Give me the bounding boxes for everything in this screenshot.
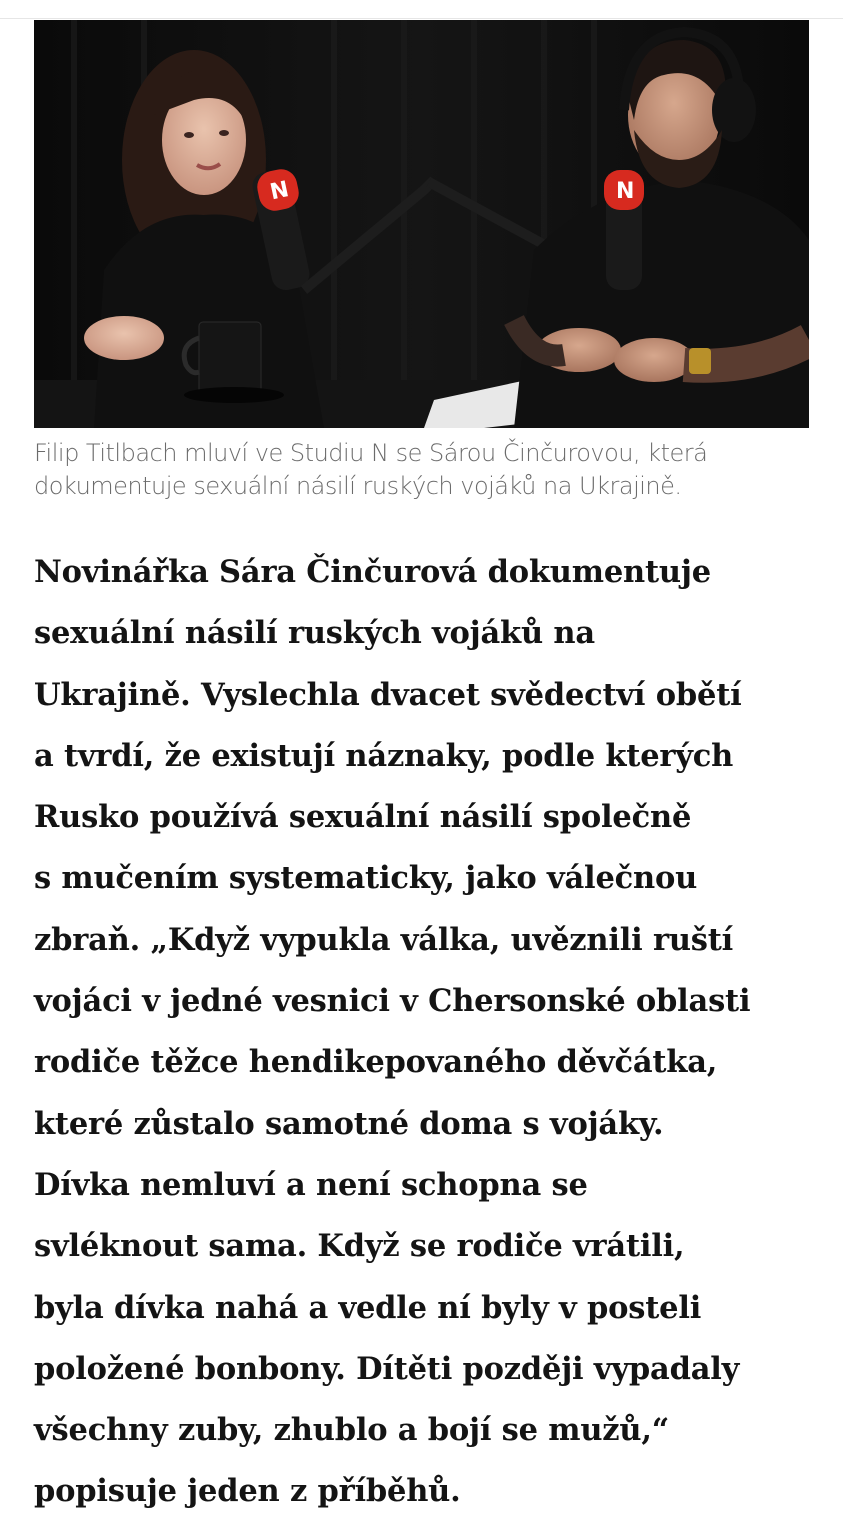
lead-line: zbraň. „Když vypukla válka, uvěznili ruští [34,921,734,958]
photo-caption: Filip Titlbach mluví ve Studiu N se Sárou Činčurovou, která dokumentuje sexuální násilí ruských vojáků na Ukrajině. [34,439,708,500]
podcast-studio-photo-icon [34,20,809,428]
lead-line: Ukrajině. Vyslechla dvacet svědectví obětí [34,676,742,713]
lead-line: sexuální násilí ruských vojáků na [34,615,595,652]
lead-line: Rusko používá sexuální násilí společně [34,799,692,836]
lead-line: byla dívka nahá a vedle ní byly v posteli [34,1289,702,1326]
article-photo[interactable] [34,20,809,428]
lead-line: s mučením systematicky, jako válečnou [34,860,698,897]
lead-line: Dívka nemluví a není schopna se [34,1166,588,1203]
lead-line: Novinářka Sára Činčurová dokumentuje [34,554,711,590]
lead-line: položené bonbony. Dítěti později vypadaly [34,1350,740,1387]
article-lead [34,542,824,1523]
lead-line: všechny zuby, zhublo a bojí se mužů,“ [34,1412,670,1449]
lead-line: které zůstalo samotné doma s vojáky. [34,1105,664,1142]
lead-line: svléknout sama. Když se rodiče vrátili, [34,1228,685,1265]
lead-line: vojáci v jedné vesnici v Chersonské oblasti [34,983,751,1020]
lead-line: a tvrdí, že existují náznaky, podle kterých [34,737,734,774]
lead-line: popisuje jeden z příběhů. [34,1473,461,1510]
lead-line: rodiče těžce hendikepovaného děvčátka, [34,1044,718,1081]
mic-logo-left: N [267,177,292,206]
mic-logo-right: N [616,179,635,204]
top-divider [0,18,843,19]
